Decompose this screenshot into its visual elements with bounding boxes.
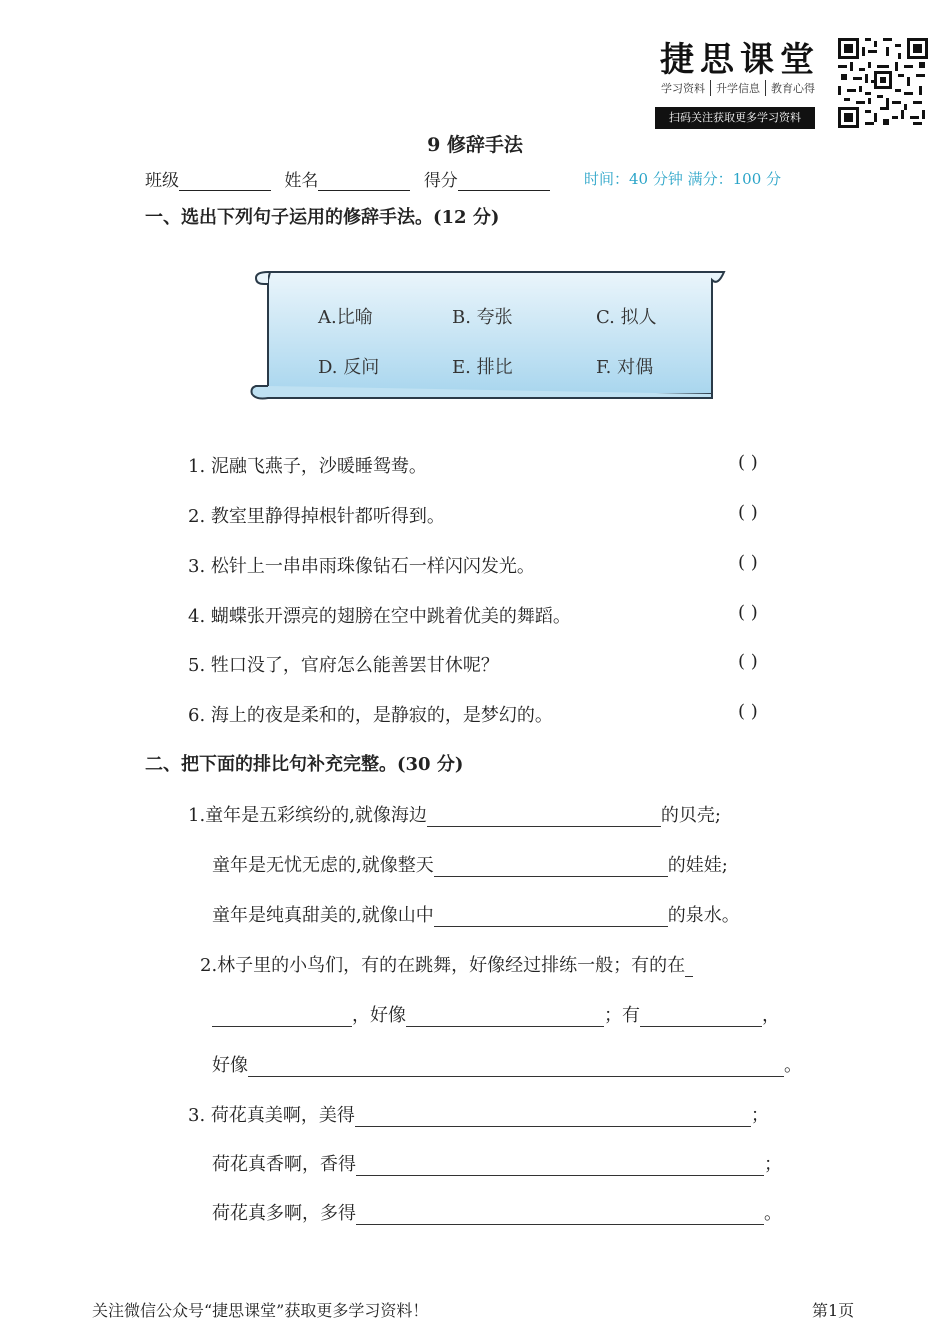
fill-line xyxy=(212,851,728,877)
brand-logo-title: 捷思课堂 xyxy=(660,40,820,80)
fill-prefix: 童年是无忧无虑的,就像整天 xyxy=(212,855,434,876)
answer-paren[interactable]: ( ) xyxy=(738,701,758,722)
brand-tags xyxy=(656,80,820,96)
fill-line xyxy=(188,1101,769,1127)
fill-suffix: 的泉水。 xyxy=(667,905,740,926)
fill-prefix: 2.林子里的小鸟们，有的在跳舞，好像经过排练一般；有的在 xyxy=(200,955,686,976)
option-c: C. 拟人 xyxy=(596,307,657,328)
answer-blank[interactable] xyxy=(355,1106,751,1127)
score-label: 得分 xyxy=(423,171,458,191)
fill-line xyxy=(212,1150,782,1176)
answer-blank[interactable] xyxy=(356,1204,764,1225)
option-f: F. 对偶 xyxy=(596,357,654,378)
fill-suffix: ； xyxy=(750,1105,769,1126)
brand-banner: 扫码关注获取更多学习资料 xyxy=(655,107,815,129)
footer-promo: 关注微信公众号“捷思课堂”获取更多学习资料！ xyxy=(92,1301,429,1320)
answer-blank[interactable] xyxy=(434,906,668,927)
fill-line xyxy=(188,801,721,827)
score-blank[interactable] xyxy=(458,172,550,191)
name-label: 姓名 xyxy=(284,171,319,191)
fill-text: ；有 xyxy=(604,1005,640,1026)
fill-suffix: 的娃娃; xyxy=(667,855,728,876)
page-title: 9 修辞手法 xyxy=(427,134,523,156)
question-item: 3. 松针上一串串雨珠像钻石一样闪闪发光。 xyxy=(188,556,535,577)
page-number: 第1页 xyxy=(812,1301,855,1320)
fill-text: ， xyxy=(762,1005,780,1026)
question-item: 6. 海上的夜是柔和的，是静寂的，是梦幻的。 xyxy=(188,705,553,726)
fill-line xyxy=(212,1199,782,1225)
fill-suffix: ； xyxy=(764,1154,782,1175)
answer-blank[interactable] xyxy=(685,956,693,977)
fill-line xyxy=(212,1001,780,1027)
brand-tag: 教育心得 xyxy=(771,82,815,95)
option-e: E. 排比 xyxy=(452,357,513,378)
section-2-heading: 二、把下面的排比句补充完整。(30 分) xyxy=(145,754,464,775)
option-d: D. 反问 xyxy=(318,357,380,378)
fill-prefix: 好像 xyxy=(212,1055,248,1076)
class-label: 班级 xyxy=(145,171,179,191)
section-1-heading: 一、选出下列句子运用的修辞手法。(12 分) xyxy=(145,207,500,228)
fill-prefix: 1.童年是五彩缤纷的,就像海边 xyxy=(188,805,427,826)
fill-prefix: 荷花真香啊，香得 xyxy=(212,1154,356,1175)
answer-blank[interactable] xyxy=(406,1006,604,1027)
answer-paren[interactable]: ( ) xyxy=(738,502,758,523)
answer-blank[interactable] xyxy=(434,856,668,877)
class-blank[interactable] xyxy=(179,172,271,191)
question-item: 4. 蝴蝶张开漂亮的翅膀在空中跳着优美的舞蹈。 xyxy=(188,606,571,627)
answer-blank[interactable] xyxy=(356,1155,764,1176)
student-info-row xyxy=(145,166,558,191)
fill-line xyxy=(212,1051,802,1077)
option-a: A.比喻 xyxy=(318,307,373,328)
time-score-info: 时间：40 分钟 满分：100 分 xyxy=(584,170,782,188)
answer-paren[interactable]: ( ) xyxy=(738,651,758,672)
fill-suffix: 的贝壳; xyxy=(660,805,721,826)
options-scroll-box xyxy=(248,268,728,404)
question-item: 1. 泥融飞燕子，沙暖睡鸳鸯。 xyxy=(188,456,427,477)
answer-blank[interactable] xyxy=(427,806,661,827)
brand-tag: 升学信息 xyxy=(711,80,766,96)
question-item: 2. 教室里静得掉根针都听得到。 xyxy=(188,506,445,527)
answer-blank[interactable] xyxy=(248,1056,784,1077)
answer-paren[interactable]: ( ) xyxy=(738,602,758,623)
fill-suffix: 。 xyxy=(764,1203,782,1224)
qr-code-icon xyxy=(838,38,928,128)
fill-prefix: 童年是纯真甜美的,就像山中 xyxy=(212,905,434,926)
fill-line xyxy=(200,951,693,977)
fill-prefix: 荷花真多啊，多得 xyxy=(212,1203,356,1224)
answer-blank[interactable] xyxy=(212,1006,352,1027)
answer-paren[interactable]: ( ) xyxy=(738,552,758,573)
question-item: 5. 牲口没了，官府怎么能善罢甘休呢？ xyxy=(188,655,499,676)
option-b: B. 夸张 xyxy=(452,307,513,328)
brand-tag: 学习资料 xyxy=(656,80,711,96)
fill-prefix: 3. 荷花真美啊，美得 xyxy=(188,1105,355,1126)
name-blank[interactable] xyxy=(318,172,410,191)
fill-text: ，好像 xyxy=(352,1005,406,1026)
fill-suffix: 。 xyxy=(784,1055,802,1076)
answer-blank[interactable] xyxy=(640,1006,762,1027)
answer-paren[interactable]: ( ) xyxy=(738,452,758,473)
fill-line xyxy=(212,901,740,927)
